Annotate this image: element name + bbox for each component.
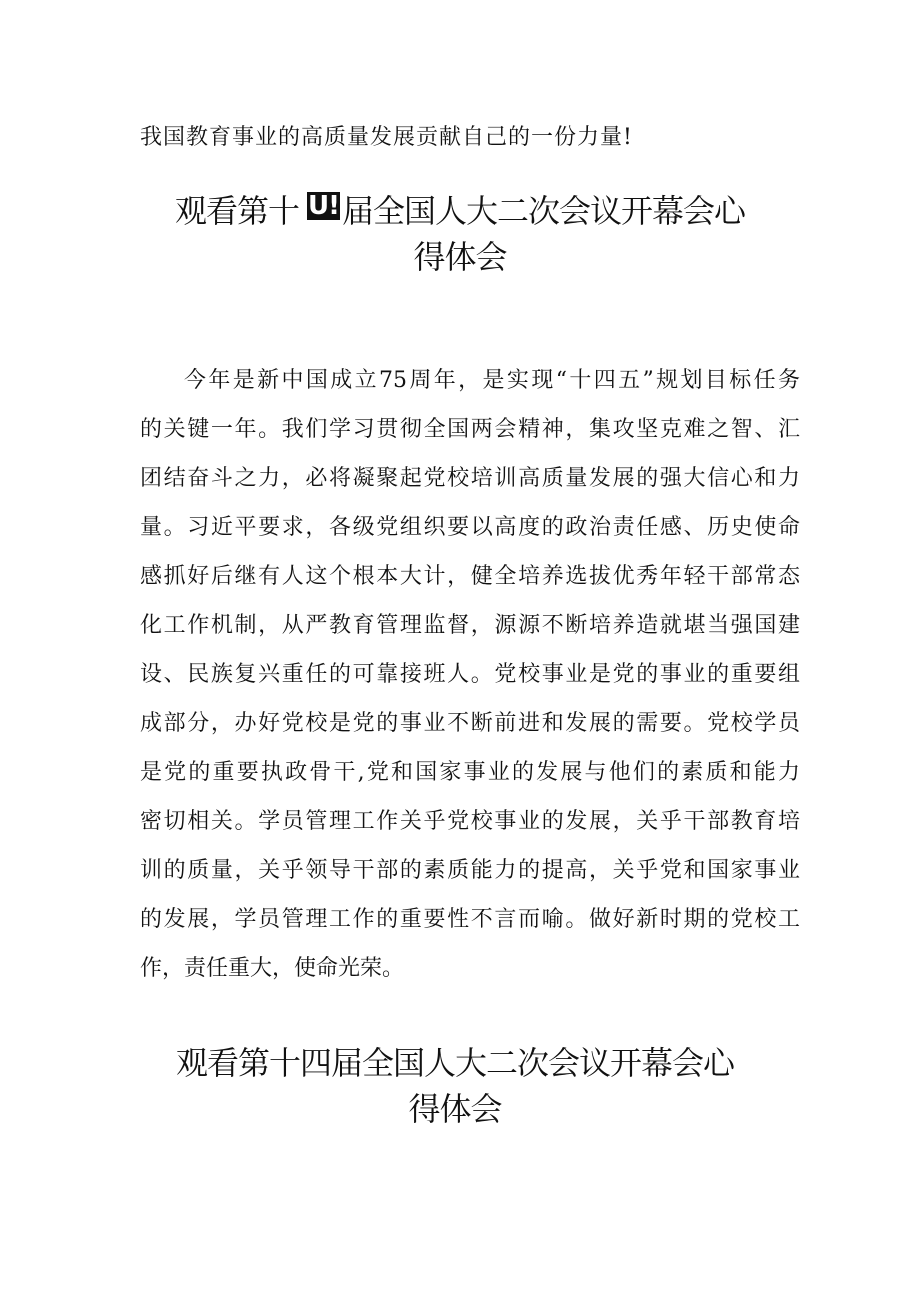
section-1-title-line-1	[120, 188, 800, 234]
title-1-part-1: 观看第十	[174, 192, 299, 230]
paragraph-line: 的关键一年。我们学习贯彻全国两会精神，集攻坚克难之智、汇	[140, 417, 800, 442]
paragraph-line: 今年是新中国成立75周年，是实现“十四五”规划目标任务	[184, 368, 800, 393]
paragraph-line: 的发展，学员管理工作的重要性不言而喻。做好新时期的党校工	[140, 907, 800, 932]
paragraph-line: 训的质量，关乎领导干部的素质能力的提高，关乎党和国家事业	[140, 858, 800, 883]
paragraph-line: 是党的重要执政骨干,党和国家事业的发展与他们的素质和能力	[140, 760, 800, 785]
section-2-title-line-1: 观看第十四届全国人大二次会议开幕会心	[175, 1044, 734, 1082]
section-1-title-line-2: 得体会	[413, 238, 507, 276]
paragraph-line: 量。习近平要求，各级党组织要以高度的政治责任感、历史使命	[140, 515, 800, 540]
section-1-title	[120, 188, 800, 280]
section-2-title	[115, 1040, 795, 1132]
title-1-part-2: 届全国人大二次会议开幕会心	[341, 192, 745, 230]
paragraph-line: 作，责任重大，使命光荣。	[140, 956, 405, 981]
paragraph-line: 成部分，办好党校是党的事业不断前进和发展的需要。党校学员	[140, 711, 800, 736]
section-2-title-line-2: 得体会	[408, 1090, 502, 1128]
carryover-text-line: 我国教育事业的高质量发展贡献自己的一份力量!	[140, 125, 633, 150]
paragraph-line: 密切相关。学员管理工作关乎党校事业的发展，关乎干部教育培	[140, 809, 800, 834]
paragraph-line: 感抓好后继有人这个根本大计，健全培养选拔优秀年轻干部常态	[140, 564, 800, 589]
section-1-paragraph	[140, 356, 800, 993]
paragraph-line: 团结奋斗之力，必将凝聚起党校培训高质量发展的强大信心和力	[140, 466, 800, 491]
paragraph-line: 化工作机制，从严教育管理监督，源源不断培养造就堪当强国建	[140, 613, 800, 638]
paragraph-line: 设、民族复兴重任的可靠接班人。党校事业是党的事业的重要组	[140, 662, 800, 687]
garbled-glyph: U!	[308, 191, 339, 221]
